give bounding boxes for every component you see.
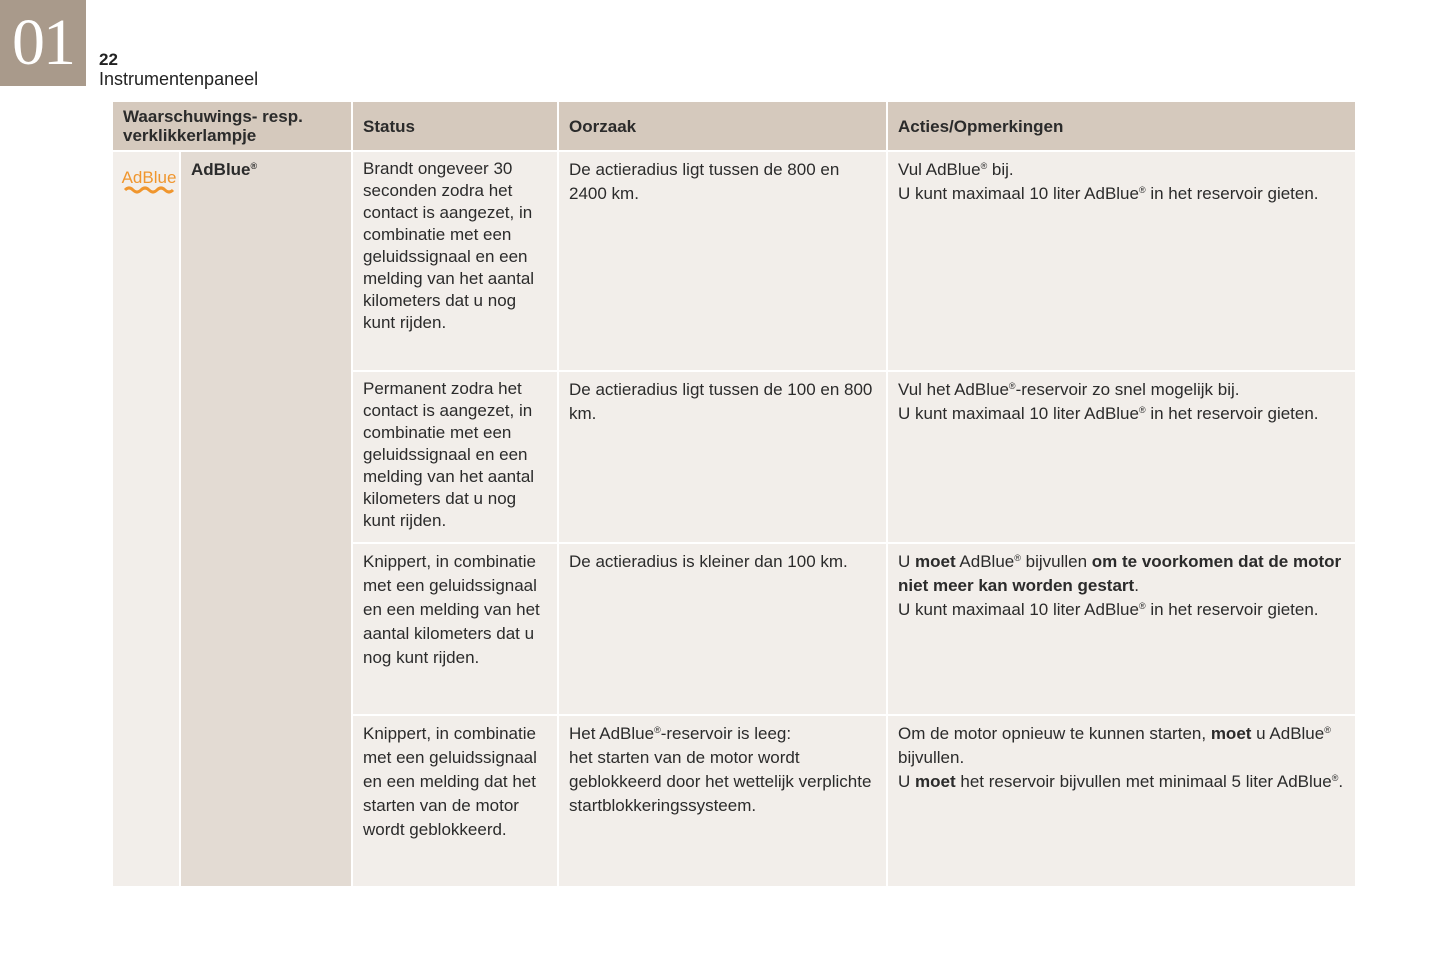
adblue-wave [125, 188, 173, 192]
warning-lamp-table [111, 102, 1357, 888]
status-cell: Brandt ongeveer 30 seconden zodra het contact is aangezet, in combinatie met een geluidssignaal en een melding van het aantal kilometers dat u nog kunt rijden. [353, 152, 557, 372]
header-status: Status [353, 102, 557, 152]
actions-cell: Om de motor opnieuw te kunnen starten, moet u AdBlue® bijvullen. U moet het reservoir bijvullen met minimaal 5 liter AdBlue®. [888, 716, 1355, 888]
actions-cell: Vul het AdBlue®-reservoir zo snel mogelijk bij. U kunt maximaal 10 liter AdBlue® in het reservoir gieten. [888, 372, 1355, 544]
page-number: 22 [99, 50, 118, 69]
adblue-warning-icon [119, 166, 179, 196]
page-section-title: Instrumentenpaneel [99, 69, 259, 89]
actions-cell: U moet AdBlue® bijvullen om te voorkomen dat de motor niet meer kan worden gestart. U kunt maximaal 10 liter AdBlue® in het reservoir gieten. [888, 544, 1355, 716]
cause-cell: De actieradius is kleiner dan 100 km. [559, 544, 886, 716]
cause-cell: De actieradius ligt tussen de 800 en 2400 km. [559, 152, 886, 372]
adblue-icon-text: AdBlue [121, 168, 177, 187]
indicator-name-text: AdBlue [191, 160, 251, 179]
table-row [113, 152, 1355, 372]
status-cell: Knippert, in combinatie met een geluidssignaal en een melding dat het starten van de motor wordt geblokkeerd. [353, 716, 557, 888]
icon-cell [113, 152, 179, 888]
status-cell: Knippert, in combinatie met een geluidssignaal en een melding van het aantal kilometers dat u nog kunt rijden. [353, 544, 557, 716]
table-header-row [113, 102, 1355, 152]
chapter-tab: 01 [0, 0, 86, 86]
header-actions: Acties/Opmerkingen [888, 102, 1355, 152]
cause-cell: De actieradius ligt tussen de 100 en 800 km. [559, 372, 886, 544]
cause-cell: Het AdBlue®-reservoir is leeg: het starten van de motor wordt geblokkeerd door het wettelijk verplichte startblokkeringssysteem. [559, 716, 886, 888]
indicator-name [181, 152, 351, 888]
header-lamp: Waarschuwings- resp. verklikkerlampje [113, 102, 351, 152]
registered-mark: ® [250, 161, 258, 171]
status-cell: Permanent zodra het contact is aangezet, in combinatie met een geluidssignaal en een melding van het aantal kilometers dat u nog kunt rijden. [353, 372, 557, 544]
header-cause: Oorzaak [559, 102, 886, 152]
actions-cell: Vul AdBlue® bij. U kunt maximaal 10 liter AdBlue® in het reservoir gieten. [888, 152, 1355, 372]
